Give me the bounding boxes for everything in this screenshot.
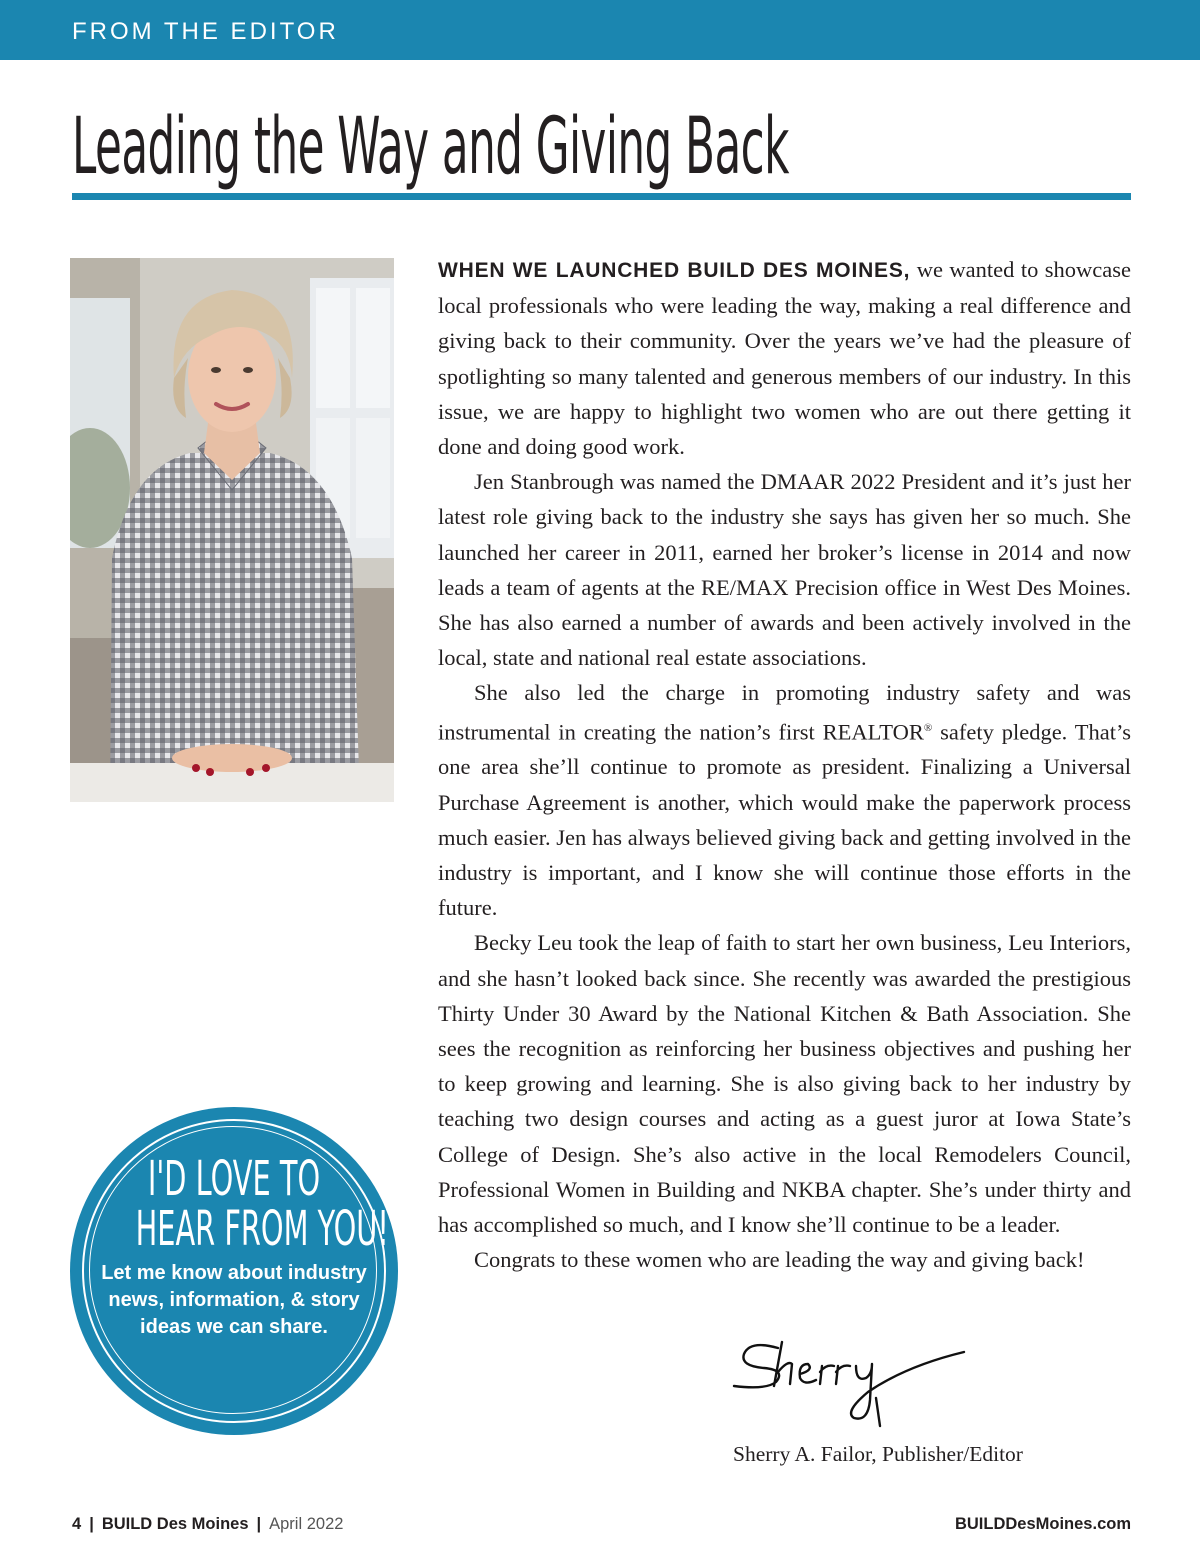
page-footer (72, 1515, 1131, 1539)
page-number: 4 (72, 1515, 82, 1533)
footer-separator-2: | (256, 1515, 262, 1533)
lead-in: WHEN WE LAUNCHED BUILD DES MOINES, (438, 259, 911, 282)
paragraph-3-text-a: She also led the charge in promoting industry safety and was instrumental in creating the nation’s first REALTOR (438, 680, 1131, 745)
paragraph-2: Jen Stanbrough was named the DMAAR 2022 President and it’s just her latest role giving back to the industry she says has given her so much. She launched her career in 2011, earned her broker’s license in 2014 and now leads a team of agents at the RE/MAX Precision office in West Des Moines. She has also earned a number of awards and been actively involved in the local, state and national real estate associations. (438, 469, 1131, 671)
paragraph-5: Congrats to these women who are leading the way and giving back! (474, 1247, 1085, 1273)
badge-body: Let me know about industry news, information, & story ideas we can share. (101, 1262, 367, 1338)
headline: Leading the Way and Giving Back (72, 102, 789, 192)
paragraph-4: Becky Leu took the leap of faith to start her own business, Leu Interiors, and she hasn’t looked back since. She recently was awarded the prestigious Thirty Under 30 Award by the National Kitchen & Bath Association. She sees the recognition as reinforcing her business objectives and pushing her to keep growing and learning. She is also giving back to her industry by teaching two design courses and acting as a guest juror at Iowa State’s College of Design. She’s also active in the local Remodelers Council, Professional Women in Building and NKBA chapter. She’s under thirty and has accomplished so much, and I know she’ll continue to be a leader. (438, 930, 1131, 1237)
paragraph-3-text-b: safety pledge. That’s one area she’ll continue to promote as president. Finalizing a Universal Purchase Agreement is another, which would make the paperwork process much easier. Jen has always believed giving back and getting involved in the industry is important, and I know she will continue those efforts in the future. (438, 719, 1132, 921)
publication-name: BUILD Des Moines (101, 1515, 249, 1533)
badge-title-line-2: HEAR FROM YOU! (135, 1201, 389, 1257)
paragraph-3 (438, 675, 1131, 925)
headline-rule (72, 193, 1131, 200)
paragraph-1 (438, 252, 1131, 464)
article-body (438, 252, 1131, 1277)
section-label: FROM THE EDITOR (72, 18, 339, 45)
badge-title-line-1: I'D LOVE TO (147, 1151, 321, 1207)
footer-separator-1: | (89, 1515, 94, 1533)
issue-date: April 2022 (269, 1515, 344, 1533)
handwritten-signature (720, 1330, 980, 1430)
section-banner (0, 0, 1200, 60)
paragraph-1-text: we wanted to showcase local professionals who were leading the way, making a real difference and giving back to their community. Over the years we’ve had the pleasure of spotlighting so many talented and generous members of our industry. In this issue, we are happy to highlight two women who are out there getting it done and doing good work. (438, 257, 1131, 460)
signature-name: Sherry A. Failor, Publisher/Editor (733, 1442, 1023, 1466)
registered-mark: ® (923, 721, 933, 734)
editor-portrait (70, 258, 394, 802)
website-url: BUILDDesMoines.com (954, 1515, 1131, 1533)
contact-badge (70, 1107, 398, 1435)
